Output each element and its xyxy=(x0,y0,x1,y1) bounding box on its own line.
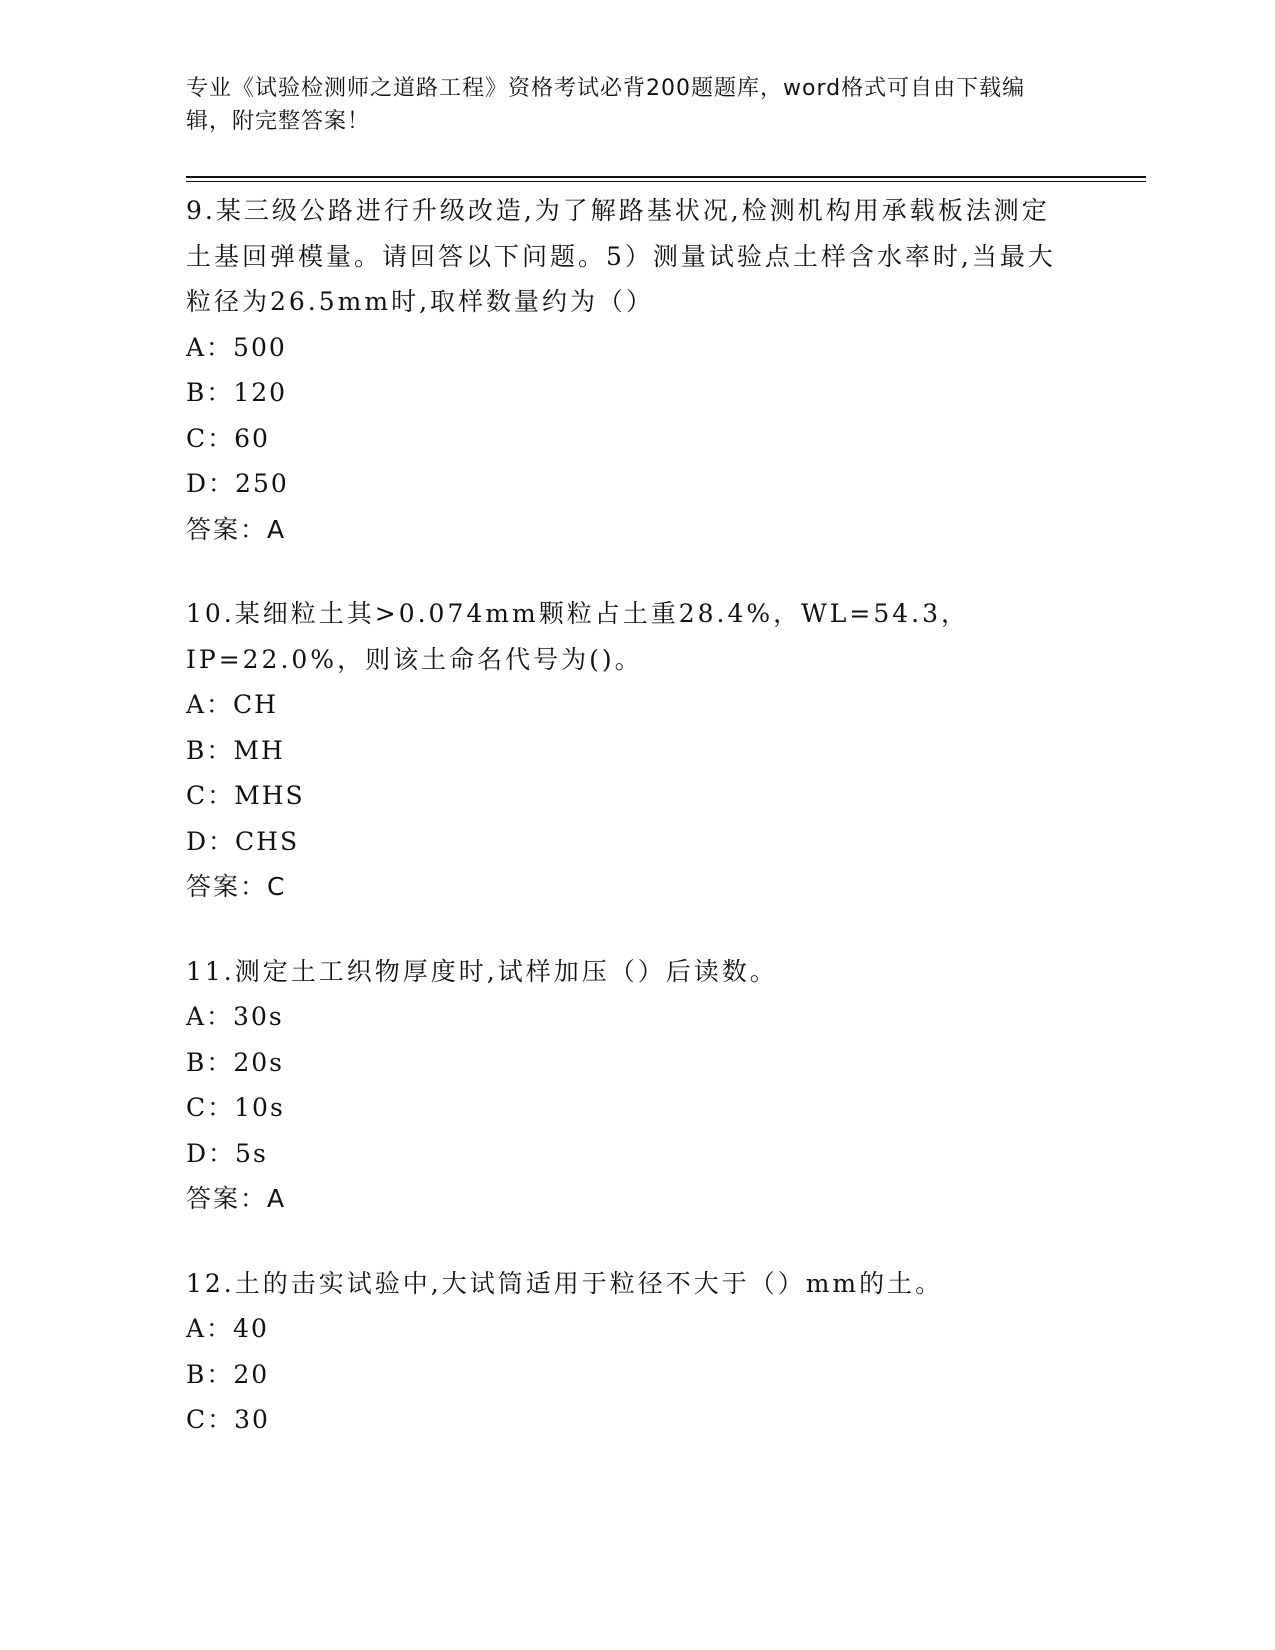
option-a: A：500 xyxy=(186,332,287,362)
question-10 xyxy=(186,591,1066,910)
answer: 答案：A xyxy=(186,514,287,544)
option-d: D：CHS xyxy=(186,826,300,856)
option-c: C：10s xyxy=(186,1093,285,1122)
option-a: A：40 xyxy=(186,1314,269,1343)
option-a: A：30s xyxy=(186,1002,284,1031)
option-a: A：CH xyxy=(186,690,278,719)
question-list xyxy=(186,188,1066,1482)
option-c: C：MHS xyxy=(186,781,305,810)
document-header: 专业《试验检测师之道路工程》资格考试必背200题题库，word格式可自由下载编辑，附完整答案！ xyxy=(186,76,1026,134)
question-stem: 12.土的击实试验中,大试筒适用于粒径不大于（）mm的土。 xyxy=(186,1268,944,1298)
option-b: B：20 xyxy=(186,1359,270,1389)
option-d: D：250 xyxy=(186,469,289,498)
question-12 xyxy=(186,1261,1066,1443)
answer: 答案：C xyxy=(186,872,287,901)
header-divider-thin xyxy=(186,181,1146,182)
question-stem: 10.某细粒土其>0.074mm颗粒占土重28.4%，WL=54.3，IP=22.0%，则该土命名代号为()。 xyxy=(186,599,970,674)
option-d: D：5s xyxy=(186,1138,268,1168)
question-stem: 11.测定土工织物厚度时,试样加压（）后读数。 xyxy=(186,956,778,986)
option-b: B：120 xyxy=(186,378,288,407)
option-b: B：MH xyxy=(186,735,285,765)
question-11 xyxy=(186,949,1066,1222)
option-c: C：30 xyxy=(186,1405,270,1434)
option-b: B：20s xyxy=(186,1047,285,1077)
question-stem: 9.某三级公路进行升级改造,为了解路基状况,检测机构用承载板法测定土基回弹模量。请回答以下问题。5）测量试验点土样含水率时,当最大粒径为26.5mm时,取样数量约为（） xyxy=(186,196,1056,316)
question-9 xyxy=(186,188,1066,552)
option-c: C：60 xyxy=(186,423,270,453)
answer: 答案：A xyxy=(186,1184,287,1213)
header-divider-thick xyxy=(186,176,1146,178)
